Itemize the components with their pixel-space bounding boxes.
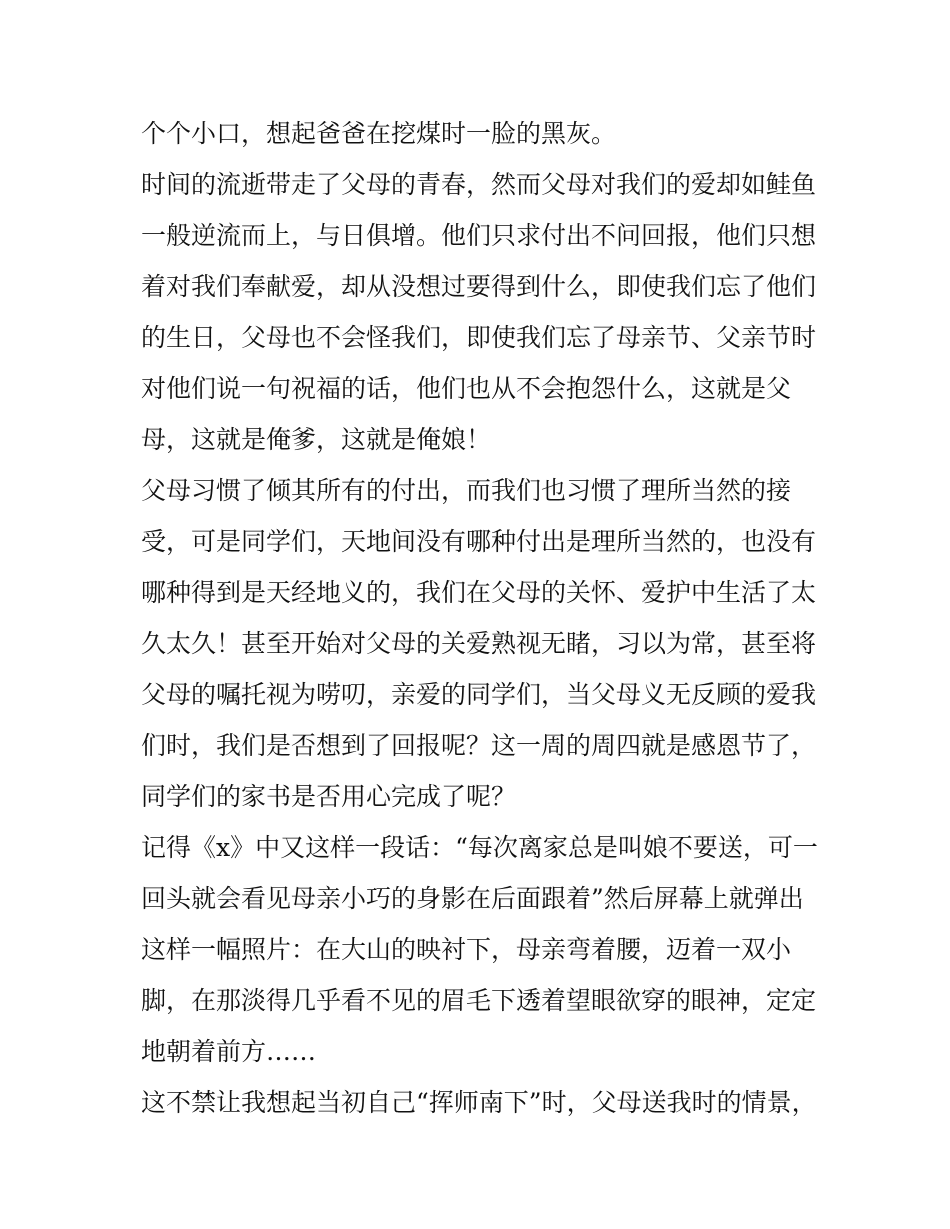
text-line: 母，这就是俺爹，这就是俺娘！ [141, 425, 492, 454]
text-line: 们时，我们是否想到了回报呢？这一周的周四就是感恩节了， [141, 731, 817, 760]
text-line: 记得《x》中又这样一段话：“每次离家总是叫娘不要送，可一 [141, 833, 818, 862]
text-line: 着对我们奉献爱，却从没想过要得到什么，即使我们忘了他们 [141, 272, 817, 301]
text-line: 受，可是同学们，天地间没有哪种付出是理所当然的，也没有 [141, 527, 817, 556]
text-line: 父母习惯了倾其所有的付出，而我们也习惯了理所当然的接 [141, 476, 792, 505]
text-line: 这不禁让我想起当初自己“挥师南下”时，父母送我时的情景， [141, 1088, 817, 1117]
text-line: 一般逆流而上，与日俱增。他们只求付出不问回报，他们只想 [141, 221, 817, 250]
text-line: 同学们的家书是否用心完成了呢？ [141, 782, 517, 811]
text-line: 哪种得到是天经地义的，我们在父母的关怀、爱护中生活了太 [141, 578, 817, 607]
text-line: 时间的流逝带走了父母的青春，然而父母对我们的爱却如鲑鱼 [141, 170, 817, 199]
text-line: 久太久！甚至开始对父母的关爱熟视无睹，习以为常，甚至将 [141, 629, 817, 658]
text-line: 对他们说一句祝福的话，他们也从不会抱怨什么，这就是父 [141, 374, 792, 403]
text-line: 父母的嘱托视为唠叨，亲爱的同学们，当父母义无反顾的爱我 [141, 680, 817, 709]
text-line: 个个小口，想起爸爸在挖煤时一脸的黑灰。 [141, 119, 617, 148]
text-line: 回头就会看见母亲小巧的身影在后面跟着”然后屏幕上就弹出 [141, 884, 804, 913]
text-line: 地朝着前方…… [141, 1037, 317, 1066]
text-line: 这样一幅照片：在大山的映衬下，母亲弯着腰，迈着一双小 [141, 935, 792, 964]
text-line: 脚，在那淡得几乎看不见的眉毛下透着望眼欲穿的眼神，定定 [141, 986, 817, 1015]
text-line: 的生日，父母也不会怪我们，即使我们忘了母亲节、父亲节时 [141, 323, 817, 352]
body-text [141, 108, 821, 1128]
